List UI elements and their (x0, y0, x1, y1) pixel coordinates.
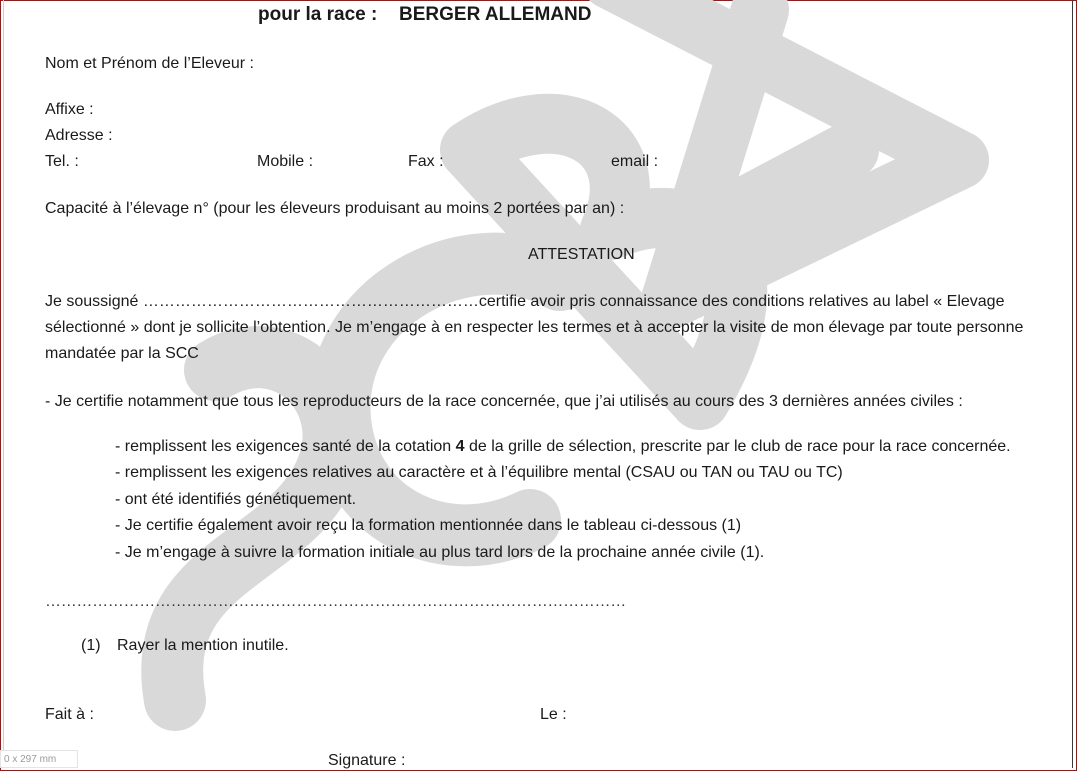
capacity-label: Capacité à l’élevage n° (pour les éleveurs produisant au moins 2 portées par an) : (45, 200, 625, 217)
email-label: email : (611, 153, 659, 170)
address-label: Adresse : (45, 127, 113, 144)
footnote-number: (1) (81, 637, 101, 654)
fax-label: Fax : (408, 153, 444, 170)
race-value: BERGER ALLEMAND (399, 4, 592, 25)
made-at-label: Fait à : (45, 706, 94, 723)
signature-label: Signature : (328, 752, 406, 769)
affix-label: Affixe : (45, 101, 94, 118)
attestation-title: ATTESTATION (528, 246, 635, 263)
bullet-character: - remplissent les exigences relatives au caractère et à l’équilibre mental (CSAU ou TAN ou TAU ou TC) (115, 464, 843, 481)
bullet-training-commit: - Je m’engage à suivre la formation initiale au plus tard lors de la prochaine année civile (1). (115, 544, 765, 561)
breeder-name-label: Nom et Prénom de l’Eleveur : (45, 55, 254, 72)
bullet-training-received: - Je certifie également avoir reçu la formation mentionnée dans le tableau ci-dessous (1) (115, 517, 742, 534)
bullet-health-text: - remplissent les exigences santé de la cotation (115, 438, 456, 455)
date-label: Le : (540, 706, 567, 723)
bullet-genetic: - ont été identifiés génétiquement. (115, 491, 357, 508)
mobile-label: Mobile : (257, 153, 314, 170)
bullet-health-score: 4 (455, 438, 465, 455)
certify-line: - Je certifie notamment que tous les reproducteurs de la race concernée, que j’ai utilisés au cours des 3 dernières années civiles : (45, 393, 963, 410)
page-size-indicator: 0 x 297 mm (0, 750, 78, 768)
race-label: pour la race : (258, 4, 378, 25)
bullet-health-text-end: de la grille de sélection, prescrite par le club de race pour la race concernée. (464, 438, 1011, 455)
attestation-intro: Je soussigné ………………………………………………………certifie avoir pris connaissance des conditions relatives au label « Elevage sélectionné » dont je sollicite l’obtention. Je m’engage à en respecter les termes et à accepter la visite de mon élevage par toute personne mandatée par la SCC (45, 293, 1024, 362)
footnote-text: Rayer la mention inutile. (117, 637, 289, 654)
tel-label: Tel. : (45, 153, 79, 170)
dotted-line: ………………………………………………………………………………………………… (45, 593, 626, 610)
bullet-health (115, 437, 1011, 457)
